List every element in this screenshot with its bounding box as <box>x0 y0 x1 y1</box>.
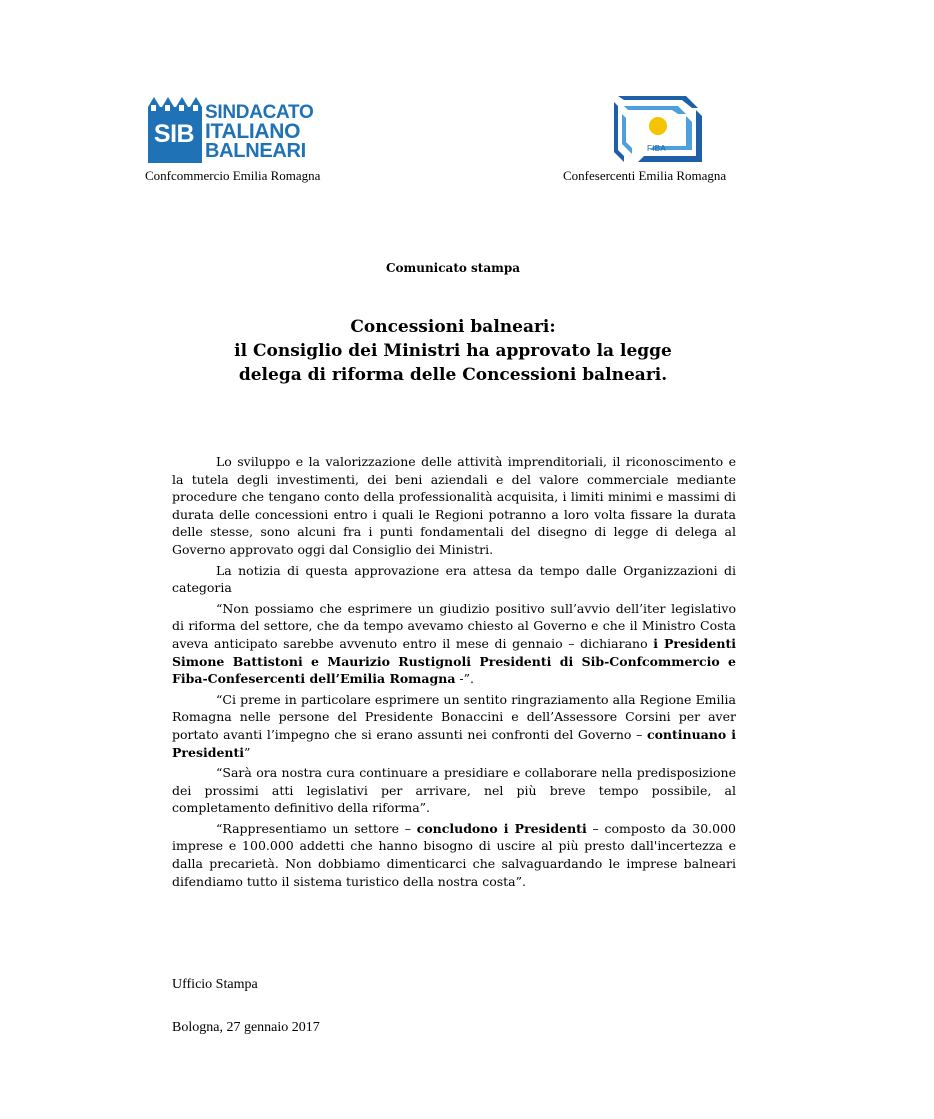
date-line: Bologna, 27 gennaio 2017 <box>172 1020 320 1035</box>
paragraph-intro: Lo sviluppo e la valorizzazione delle attività imprenditoriali, il riconoscimento e la tutela degli investimenti, dei beni aziendali e del valore commerciale mediante procedure che tengano conto della professionalità acquisita, i limiti minimi e massimi di durata delle concessioni entro i quali le Regioni potranno a loro volta fissare la durata delle stesse, sono alcuni fra i punti fondamentali del disegno di legge di delega al Governo approvato oggi dal Consiglio dei Ministri. <box>172 454 736 557</box>
fiba-caption: Confesercenti Emilia Romagna <box>563 168 727 183</box>
quote-4-attribution: concludono i Presidenti <box>416 820 587 836</box>
quote-1-presidents: i Presidenti Simone Battistoni e Maurizio Rustignoli Presidenti di Sib-Confcommercio e Fiba-Confesercenti dell’Emilia Romagna <box>172 635 736 687</box>
press-release-body <box>172 453 736 893</box>
sib-logo <box>148 93 328 163</box>
quote-2-text: “Ci preme in particolare esprimere un sentito ringraziamento alla Regione Emilia Romagna nelle persone del Presidente Bonaccini e dell’Assessore Corsini per aver portato avanti l’impegno che si erano assunti nei confronti del Governo – <box>172 691 736 742</box>
sib-logo-line-2: ITALIANO <box>205 120 301 143</box>
quote-1-end: -”. <box>455 671 474 687</box>
quote-2-end: ” <box>244 744 251 760</box>
press-label: Comunicato stampa <box>385 261 520 275</box>
paragraph-quote-4 <box>172 820 736 890</box>
paragraph-quote-2 <box>172 691 736 761</box>
headline-line-3: delega di riforma delle Concessioni balneari. <box>238 365 668 385</box>
fiba-logo <box>608 92 712 168</box>
quote-2-attribution: continuano i Presidenti <box>172 726 736 760</box>
sib-caption: Confcommercio Emilia Romagna <box>145 168 321 183</box>
signature: Ufficio Stampa <box>172 977 258 992</box>
headline-line-2: il Consiglio dei Ministri ha approvato la legge <box>234 341 672 361</box>
sib-logo-line-3: BALNEARI <box>205 140 306 162</box>
headline <box>0 315 906 387</box>
paragraph-quote-3: “Sarà ora nostra cura continuare a presidiare e collaborare nella predisposizione dei prossimi atti legislativi per arrivare, nel più breve tempo possibile, al completamento definitivo della riforma”. <box>172 765 736 816</box>
headline-line-1: Concessioni balneari: <box>350 317 556 337</box>
quote-4-text: – composto da 30.000 imprese e 100.000 addetti che hanno bisogno di uscire al più presto dall'incertezza e dalla precarietà. Non dobbiamo dimenticarci che salvaguardando le imprese balneari difendiamo tutto il sistema turistico della nostra costa”. <box>172 820 736 889</box>
sib-mark: SIB <box>153 120 195 148</box>
paragraph-quote-1 <box>172 600 736 688</box>
fiba-mark: FIBA <box>647 144 666 153</box>
sib-logo-line-1: SINDACATO <box>205 102 314 123</box>
quote-4-start: “Rappresentiamo un settore – <box>216 820 417 836</box>
quote-1-text: “Non possiamo che esprimere un giudizio positivo sull’avvio dell’iter legislativo di riforma del settore, che da tempo avevamo chiesto al Governo e che il Ministro Costa aveva anticipato sarebbe avvenuto entro il mese di gennaio – dichiarano <box>172 600 736 651</box>
paragraph-news: La notizia di questa approvazione era attesa da tempo dalle Organizzazioni di categoria <box>172 562 736 596</box>
fiba-emblem-icon <box>608 92 712 168</box>
